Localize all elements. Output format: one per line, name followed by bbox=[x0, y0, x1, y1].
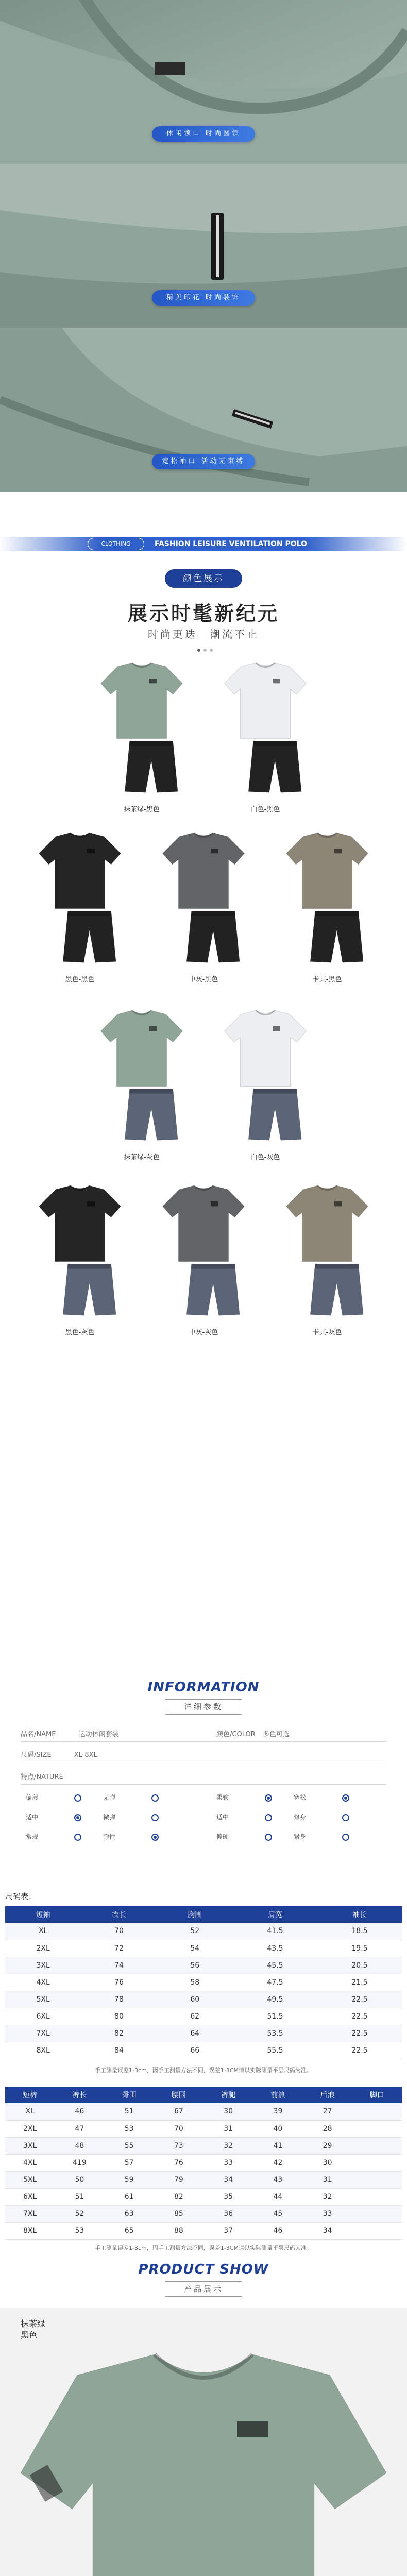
product-title-cn: 产品展示 bbox=[165, 2281, 242, 2297]
brand-pill: CLOTHING bbox=[88, 538, 144, 550]
table-cell: 67 bbox=[154, 2103, 204, 2120]
detail-caption: 精美印花 时尚装饰 bbox=[152, 290, 255, 306]
table-row bbox=[5, 2103, 402, 2120]
swatch-label: 抹茶绿-黑色 bbox=[124, 806, 160, 814]
feature-option-label: 紧身 bbox=[294, 1833, 307, 1840]
table-row bbox=[5, 2008, 402, 2025]
table-cell: 61 bbox=[105, 2188, 154, 2205]
table-cell: 52 bbox=[55, 2205, 104, 2222]
feature-option bbox=[26, 1793, 98, 1802]
table-header-cell: 短裤 bbox=[5, 2087, 55, 2103]
table-cell bbox=[352, 2103, 402, 2120]
color-swatch bbox=[142, 1180, 265, 1334]
table-cell: 36 bbox=[204, 2205, 253, 2222]
table-cell: 3XL bbox=[5, 1957, 81, 1974]
feature-option-label: 偏硬 bbox=[216, 1833, 229, 1840]
table-cell: 57 bbox=[105, 2154, 154, 2171]
table-cell: 54 bbox=[157, 1940, 233, 1957]
radio-icon bbox=[265, 1834, 272, 1841]
outfit-image bbox=[265, 1180, 389, 1324]
color-swatch bbox=[18, 827, 142, 984]
name-label: 品名/NAME bbox=[21, 1731, 56, 1738]
table-row bbox=[5, 1940, 402, 1957]
table-cell: 56 bbox=[157, 1957, 233, 1974]
feature-option bbox=[103, 1832, 175, 1841]
table-cell: 43.5 bbox=[233, 1940, 317, 1957]
table-cell: 19.5 bbox=[317, 1940, 402, 1957]
table-row bbox=[5, 2025, 402, 2042]
table-cell: 62 bbox=[157, 2008, 233, 2025]
table-cell: 37 bbox=[204, 2222, 253, 2239]
table-cell bbox=[352, 2171, 402, 2188]
swatch-label: 中灰-黑色 bbox=[189, 976, 218, 984]
feature-option-label: 修身 bbox=[294, 1814, 307, 1821]
table-header bbox=[5, 1906, 402, 1923]
table-cell: 20.5 bbox=[317, 1957, 402, 1974]
table-cell: 39 bbox=[253, 2103, 302, 2120]
table-row bbox=[5, 1974, 402, 1991]
table-cell: 65 bbox=[105, 2222, 154, 2239]
table-cell: 70 bbox=[81, 1923, 157, 1940]
feature-option-label: 适中 bbox=[216, 1814, 229, 1821]
table-header-cell: 前浪 bbox=[253, 2087, 302, 2103]
size-note: 手工测量误差1-3cm，因手工测量方法不同，误差1-3CM请以实际测量平层尺码为准。 bbox=[95, 2067, 312, 2074]
table-cell bbox=[352, 2205, 402, 2222]
color-swatch bbox=[80, 1005, 204, 1159]
table-cell: 80 bbox=[81, 2008, 157, 2025]
swatch-label: 黑色-黑色 bbox=[65, 976, 95, 984]
table-row bbox=[5, 2137, 402, 2154]
detail-panel-collar bbox=[0, 0, 407, 164]
table-cell: 33 bbox=[303, 2205, 352, 2222]
feature-option-label: 适中 bbox=[26, 1814, 39, 1821]
table-cell: 53 bbox=[105, 2120, 154, 2137]
table-cell: 6XL bbox=[5, 2008, 81, 2025]
table-cell: 74 bbox=[81, 1957, 157, 1974]
table-cell: 44 bbox=[253, 2188, 302, 2205]
table-cell: 85 bbox=[154, 2205, 204, 2222]
table-cell: 40 bbox=[253, 2120, 302, 2137]
carousel-dots[interactable] bbox=[196, 644, 216, 648]
radio-icon bbox=[151, 1814, 159, 1821]
table-cell bbox=[352, 2188, 402, 2205]
feature-option bbox=[216, 1812, 289, 1821]
table-cell: 419 bbox=[55, 2154, 104, 2171]
table-cell: 45 bbox=[253, 2205, 302, 2222]
table-cell: 60 bbox=[157, 1991, 233, 2008]
table-row bbox=[5, 2171, 402, 2188]
table-cell: 22.5 bbox=[317, 2008, 402, 2025]
table-cell: 52 bbox=[157, 1923, 233, 1940]
product-outfit bbox=[15, 2344, 392, 2576]
table-row bbox=[5, 2222, 402, 2239]
table-cell: 32 bbox=[303, 2188, 352, 2205]
table-cell: 41 bbox=[253, 2137, 302, 2154]
table-header-cell: 后浪 bbox=[303, 2087, 352, 2103]
table-cell: 3XL bbox=[5, 2137, 55, 2154]
feature-option-label: 柔软 bbox=[216, 1794, 229, 1801]
color-swatch bbox=[204, 657, 327, 814]
size-label: 尺码/SIZE bbox=[21, 1751, 52, 1759]
table-cell: 8XL bbox=[5, 2042, 81, 2059]
table-cell: 7XL bbox=[5, 2025, 81, 2042]
table-header-cell: 脚口 bbox=[352, 2087, 402, 2103]
swatch-label: 卡其-黑色 bbox=[312, 976, 342, 984]
table-cell: 53 bbox=[55, 2222, 104, 2239]
nature-label: 特点/NATURE bbox=[21, 1773, 63, 1781]
detail-panel-print bbox=[0, 164, 407, 328]
divider bbox=[21, 1784, 386, 1785]
swatch-label: 白色-灰色 bbox=[250, 1154, 280, 1161]
table-cell: 84 bbox=[81, 2042, 157, 2059]
table-header-cell: 肩宽 bbox=[233, 1906, 317, 1923]
table-cell: XL bbox=[5, 1923, 81, 1940]
table-cell: 88 bbox=[154, 2222, 204, 2239]
table-cell: 59 bbox=[105, 2171, 154, 2188]
table-cell: 35 bbox=[204, 2188, 253, 2205]
detail-caption: 宽松袖口 活动无束缚 bbox=[152, 454, 255, 469]
table-cell: 51.5 bbox=[233, 2008, 317, 2025]
table-cell: 70 bbox=[154, 2120, 204, 2137]
table-cell bbox=[352, 2154, 402, 2171]
table-cell: 8XL bbox=[5, 2222, 55, 2239]
size-table-caption: 尺码表： bbox=[5, 1892, 37, 1901]
color-swatch bbox=[80, 657, 204, 814]
table-cell: 82 bbox=[154, 2188, 204, 2205]
table-cell: 34 bbox=[204, 2171, 253, 2188]
table-cell: 41.5 bbox=[233, 1923, 317, 1940]
table-cell: 5XL bbox=[5, 1991, 81, 2008]
outfit-image bbox=[265, 827, 389, 971]
color-swatch bbox=[265, 827, 389, 984]
table-cell: 47.5 bbox=[233, 1974, 317, 1991]
table-cell: 27 bbox=[303, 2103, 352, 2120]
info-name-row bbox=[21, 1728, 386, 1738]
table-cell bbox=[352, 2222, 402, 2239]
table-cell: 42 bbox=[253, 2154, 302, 2171]
table-row bbox=[5, 1991, 402, 2008]
table-cell: 51 bbox=[55, 2188, 104, 2205]
table-cell: 6XL bbox=[5, 2188, 55, 2205]
table-cell: 64 bbox=[157, 2025, 233, 2042]
table-cell: 22.5 bbox=[317, 2042, 402, 2059]
table-header-cell: 袖长 bbox=[317, 1906, 402, 1923]
product-show-panel bbox=[0, 2308, 407, 2576]
feature-option bbox=[294, 1793, 366, 1802]
table-cell: 66 bbox=[157, 2042, 233, 2059]
color-swatch bbox=[18, 1180, 142, 1334]
table-cell: 79 bbox=[154, 2171, 204, 2188]
table-cell: 50 bbox=[55, 2171, 104, 2188]
table-cell: 78 bbox=[81, 1991, 157, 2008]
size-value: XL-8XL bbox=[74, 1751, 97, 1759]
info-title-en: INFORMATION bbox=[147, 1680, 260, 1695]
table-header-cell: 腰围 bbox=[154, 2087, 204, 2103]
product-color-label: 黑色 bbox=[21, 2330, 38, 2340]
table-cell: 73 bbox=[154, 2137, 204, 2154]
table-row bbox=[5, 1957, 402, 1974]
radio-icon bbox=[74, 1794, 81, 1802]
table-cell: 28 bbox=[303, 2120, 352, 2137]
table-cell: 47 bbox=[55, 2120, 104, 2137]
banner-slogan: FASHION LEISURE VENTILATION POLO bbox=[155, 540, 307, 548]
table-row bbox=[5, 2188, 402, 2205]
table-cell: 48 bbox=[55, 2137, 104, 2154]
table-header-cell: 胸围 bbox=[157, 1906, 233, 1923]
feature-option-label: 偏薄 bbox=[26, 1794, 39, 1801]
table-cell: 4XL bbox=[5, 2154, 55, 2171]
radio-icon bbox=[265, 1794, 272, 1802]
info-title-cn: 详细参数 bbox=[165, 1699, 242, 1715]
color-label: 颜色/COLOR bbox=[216, 1731, 256, 1738]
table-cell: 45.5 bbox=[233, 1957, 317, 1974]
outfit-image bbox=[80, 657, 204, 801]
table-row bbox=[5, 2205, 402, 2222]
outfit-image bbox=[204, 1005, 327, 1149]
swatch-label: 抹茶绿-灰色 bbox=[124, 1154, 160, 1161]
table-cell: 29 bbox=[303, 2137, 352, 2154]
radio-icon bbox=[74, 1814, 81, 1821]
info-size-row bbox=[21, 1749, 386, 1759]
outfit-image bbox=[18, 1180, 142, 1324]
outfit-image bbox=[80, 1005, 204, 1149]
table-cell: 76 bbox=[81, 1974, 157, 1991]
feature-option-label: 微弹 bbox=[103, 1814, 116, 1821]
feature-option bbox=[26, 1832, 98, 1841]
swatch-label: 黑色-灰色 bbox=[65, 1329, 95, 1336]
table-cell: 2XL bbox=[5, 1940, 81, 1957]
feature-option bbox=[103, 1793, 175, 1802]
table-cell: 51 bbox=[105, 2103, 154, 2120]
table-cell: 5XL bbox=[5, 2171, 55, 2188]
table-header-cell: 裤腿 bbox=[204, 2087, 253, 2103]
outfit-image bbox=[18, 827, 142, 971]
table-header-cell: 衣长 bbox=[81, 1906, 157, 1923]
table-cell: 76 bbox=[154, 2154, 204, 2171]
shorts-size-table bbox=[5, 2087, 402, 2240]
table-row bbox=[5, 1923, 402, 1940]
table-cell: 55.5 bbox=[233, 2042, 317, 2059]
table-cell: 7XL bbox=[5, 2205, 55, 2222]
table-cell: 82 bbox=[81, 2025, 157, 2042]
table-header bbox=[5, 2087, 402, 2103]
feature-option bbox=[216, 1793, 289, 1802]
color-section-subtitle: 时尚更迭 潮流不止 bbox=[148, 628, 259, 640]
table-cell: 43 bbox=[253, 2171, 302, 2188]
detail-caption: 休闲领口 时尚圆领 bbox=[152, 126, 255, 142]
top-size-table bbox=[5, 1906, 402, 2059]
table-cell: 49.5 bbox=[233, 1991, 317, 2008]
table-cell: 32 bbox=[204, 2137, 253, 2154]
table-cell: XL bbox=[5, 2103, 55, 2120]
color-swatch bbox=[204, 1005, 327, 1159]
table-cell: 22.5 bbox=[317, 1991, 402, 2008]
color-value: 多色可选 bbox=[263, 1731, 290, 1738]
color-swatch bbox=[142, 827, 265, 984]
table-cell: 30 bbox=[204, 2103, 253, 2120]
radio-icon bbox=[342, 1814, 349, 1821]
table-cell: 34 bbox=[303, 2222, 352, 2239]
table-cell: 55 bbox=[105, 2137, 154, 2154]
name-value: 运动休闲套装 bbox=[78, 1731, 119, 1738]
table-cell: 72 bbox=[81, 1940, 157, 1957]
table-cell: 18.5 bbox=[317, 1923, 402, 1940]
table-header-cell: 臀围 bbox=[105, 2087, 154, 2103]
table-cell: 33 bbox=[204, 2154, 253, 2171]
radio-icon bbox=[342, 1794, 349, 1802]
radio-icon bbox=[265, 1814, 272, 1821]
product-color-label: 抹茶绿 bbox=[21, 2319, 46, 2329]
table-row bbox=[5, 2042, 402, 2059]
swatch-label: 卡其-灰色 bbox=[312, 1329, 342, 1336]
divider bbox=[21, 1741, 386, 1742]
size-note: 手工测量误差1-3cm，因手工测量方法不同，误差1-3CM请以实际测量平层尺码为准。 bbox=[95, 2245, 312, 2251]
feature-option-label: 宽松 bbox=[294, 1794, 307, 1801]
outfit-image bbox=[142, 827, 265, 971]
table-cell bbox=[352, 2120, 402, 2137]
feature-option bbox=[26, 1812, 98, 1821]
radio-icon bbox=[342, 1834, 349, 1841]
color-swatch bbox=[265, 1180, 389, 1334]
table-header-cell: 裤长 bbox=[55, 2087, 104, 2103]
detail-panel-sleeve bbox=[0, 328, 407, 492]
feature-option bbox=[294, 1832, 366, 1841]
swatch-label: 中灰-灰色 bbox=[189, 1329, 218, 1336]
table-cell: 21.5 bbox=[317, 1974, 402, 1991]
table-cell: 58 bbox=[157, 1974, 233, 1991]
product-title-en: PRODUCT SHOW bbox=[138, 2262, 269, 2277]
table-header-cell: 短袖 bbox=[5, 1906, 81, 1923]
swatch-label: 白色-黑色 bbox=[250, 806, 280, 814]
radio-icon bbox=[151, 1794, 159, 1802]
table-cell: 22.5 bbox=[317, 2025, 402, 2042]
table-cell bbox=[352, 2137, 402, 2154]
color-section-tag: 颜色展示 bbox=[165, 569, 242, 588]
info-nature-row bbox=[21, 1771, 386, 1781]
table-cell: 31 bbox=[303, 2171, 352, 2188]
table-row bbox=[5, 2120, 402, 2137]
outfit-image bbox=[142, 1180, 265, 1324]
table-cell: 4XL bbox=[5, 1974, 81, 1991]
feature-option-label: 弹性 bbox=[103, 1833, 116, 1840]
table-cell: 2XL bbox=[5, 2120, 55, 2137]
outfit-image bbox=[204, 657, 327, 801]
color-section-title: 展示时髦新纪元 bbox=[127, 602, 279, 625]
feature-option bbox=[216, 1832, 289, 1841]
feature-option-label: 无弹 bbox=[103, 1794, 116, 1801]
table-cell: 53.5 bbox=[233, 2025, 317, 2042]
feature-option-label: 常规 bbox=[26, 1833, 39, 1840]
table-cell: 30 bbox=[303, 2154, 352, 2171]
table-cell: 63 bbox=[105, 2205, 154, 2222]
table-cell: 46 bbox=[253, 2222, 302, 2239]
table-row bbox=[5, 2154, 402, 2171]
feature-option bbox=[103, 1812, 175, 1821]
product-image bbox=[15, 2344, 392, 2576]
table-cell: 31 bbox=[204, 2120, 253, 2137]
slogan-banner bbox=[0, 515, 407, 567]
table-cell: 46 bbox=[55, 2103, 104, 2120]
radio-icon bbox=[74, 1834, 81, 1841]
radio-icon bbox=[151, 1834, 159, 1841]
feature-option bbox=[294, 1812, 366, 1821]
